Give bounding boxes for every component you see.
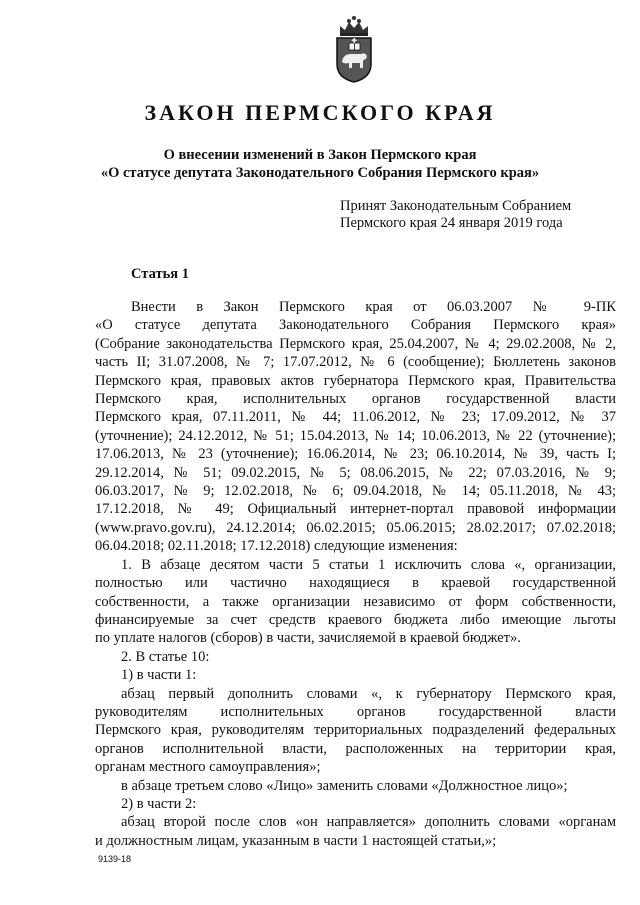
text-line: абзац первый дополнить словами «, к губернатору Пермского края, — [121, 685, 616, 702]
text-line: органам местного самоуправления»; — [95, 759, 321, 776]
text-line: Пермского края, руководителям территориальных подразделений федеральных — [95, 722, 616, 739]
text-line: 17.06.2013, № 23 (уточнение); 16.06.2014, № 23; 06.10.2014, № 39, часть I; — [95, 446, 616, 463]
adoption-line: Принят Законодательным Собранием — [340, 198, 572, 214]
article-title: Статья 1 — [131, 266, 189, 282]
text-line: органов исполнительной власти, расположенных на территории края, — [95, 740, 616, 757]
text-line: полностью или частично находящиеся в краевой государственной — [95, 575, 616, 592]
text-line: в абзаце третьем слово «Лицо» заменить словами «Должностное лицо»; — [121, 777, 568, 794]
text-line: Внести в Закон Пермского края от 06.03.2007 № 9-ПК — [131, 299, 616, 315]
text-line: 2) в части 2: — [121, 795, 197, 812]
text-line: (www.pravo.gov.ru), 24.12.2014; 06.02.2015; 05.06.2015; 28.02.2017; 07.02.2018; — [95, 519, 616, 536]
text-line: «О статусе депутата Законодательного Собрания Пермского края» — [95, 317, 616, 334]
text-line: часть II; 31.07.2008, № 7; 17.07.2012, № 6 (сообщение); Бюллетень законов — [95, 354, 616, 371]
text-line: 2. В статье 10: — [121, 648, 210, 665]
adoption-note — [340, 198, 571, 232]
text-line: 06.04.2018; 02.11.2018; 17.12.2018) следующие изменения: — [95, 538, 458, 555]
text-line: руководителям исполнительных органов государственной власти — [95, 703, 616, 720]
text-line: (уточнение); 24.12.2012, № 51; 15.04.2013, № 14; 10.06.2013, № 22 (уточнение); — [95, 427, 616, 444]
perm-krai-coat-of-arms-icon — [331, 14, 377, 84]
text-line: (Собрание законодательства Пермского края, 25.04.2007, № 4; 29.02.2008, № 2, — [95, 335, 616, 352]
text-line: по уплате налогов (сборов) в части, зачисляемой в краевой бюджет». — [95, 630, 521, 647]
law-title: ЗАКОН ПЕРМСКОГО КРАЯ — [144, 100, 496, 125]
law-subtitle — [0, 146, 640, 182]
text-line: 06.03.2017, № 9; 12.02.2018, № 6; 09.04.2018, № 14; 05.11.2018, № 43; — [95, 483, 616, 500]
subtitle-line: «О статусе депутата Законодательного Собрания Пермского края» — [100, 165, 540, 181]
text-line: 1. В абзаце десятом части 5 статьи 1 исключить слова «, организации, — [121, 556, 616, 573]
text-line: Пермского края, исполнительных органов государственной власти — [95, 391, 616, 408]
document-number: 9139-18 — [98, 854, 132, 864]
adoption-line: Пермского края 24 января 2019 года — [340, 215, 563, 231]
text-line: 17.12.2018, № 49; Официальный интернет-портал правовой информации — [95, 501, 616, 518]
subtitle-line: О внесении изменений в Закон Пермского края — [163, 147, 477, 163]
text-line: финансируемые за счет средств краевого бюджета либо имеющие льготы — [95, 611, 616, 628]
text-line: 29.12.2014, № 51; 09.02.2015, № 5; 08.06.2015, № 22; 07.03.2016, № 9; — [95, 464, 616, 481]
text-line: абзац второй после слов «он направляется» дополнить словами «органам — [121, 814, 616, 831]
text-line: Пермского края, правовых актов губернатора Пермского края, Правительства — [95, 372, 616, 389]
text-line: и должностным лицам, указанным в части 1 настоящей статьи,»; — [95, 832, 497, 849]
text-line: собственности, а также организации независимо от форм собственности, — [95, 593, 616, 610]
article-body — [95, 298, 616, 850]
text-line: 1) в части 1: — [121, 667, 197, 684]
text-line: Пермского края, 07.11.2011, № 44; 11.06.2012, № 23; 17.09.2012, № 37 — [95, 409, 616, 426]
